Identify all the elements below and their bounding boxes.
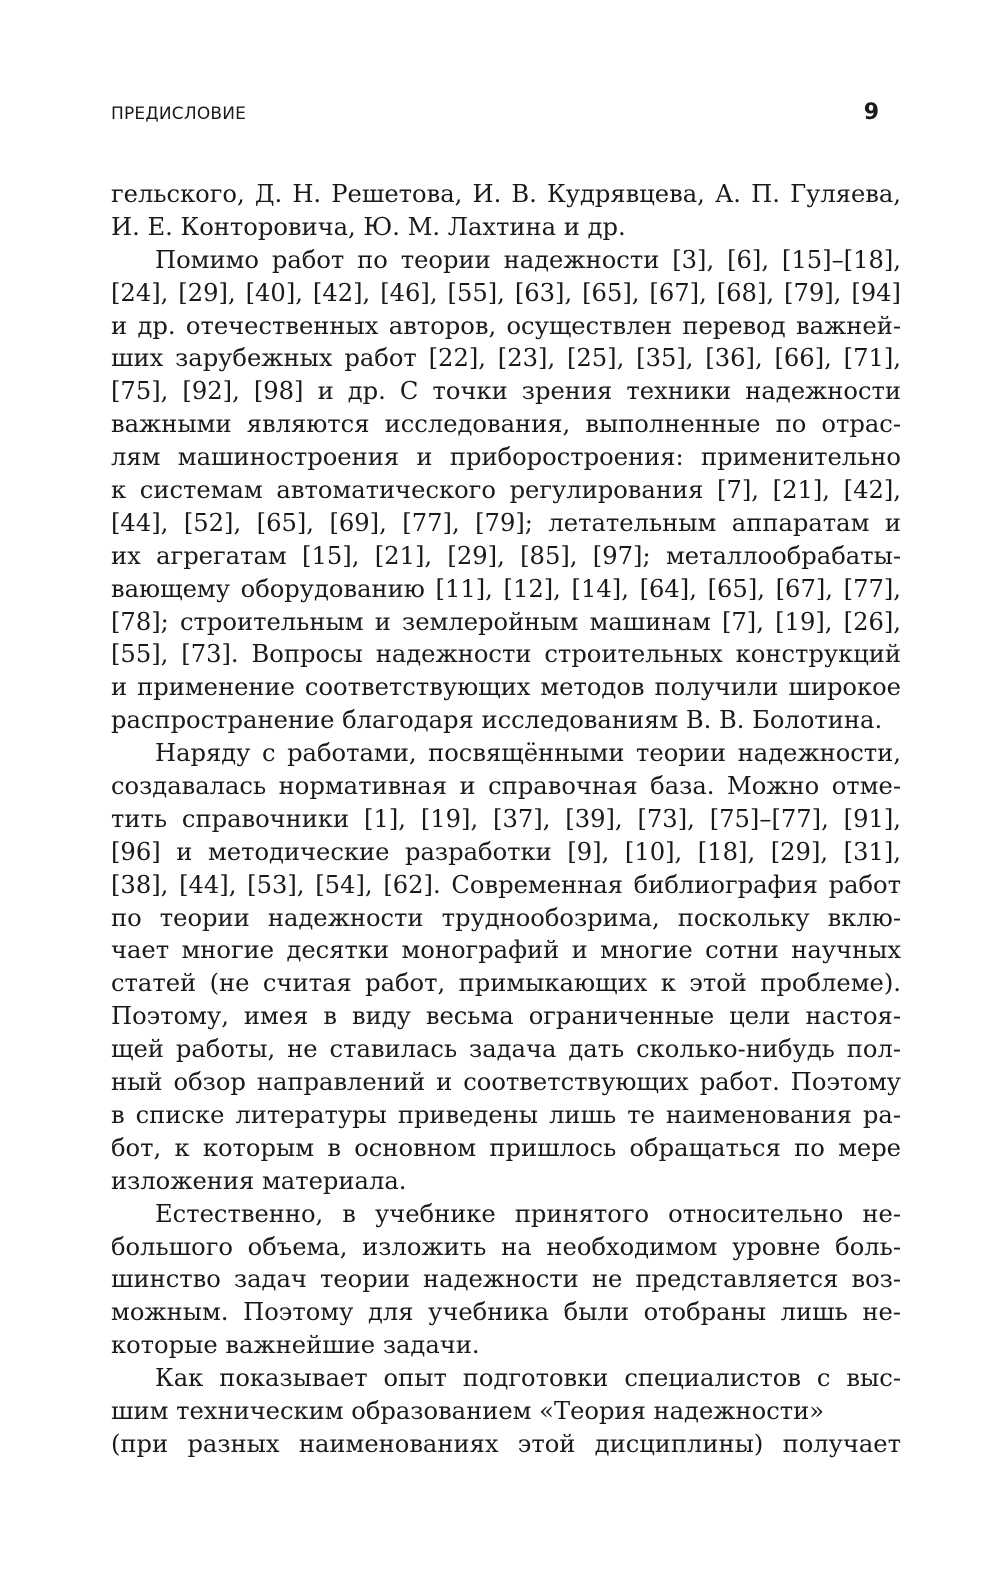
- text-line: [38], [44], [53], [54], [62]. Современная библиография работ: [111, 870, 901, 899]
- text-line: по теории надежности труднообозрима, поскольку вклю-: [111, 903, 901, 932]
- text-line: лям машиностроения и приборостроения: применительно: [111, 443, 901, 472]
- text-line: изложения материала.: [111, 1166, 407, 1195]
- text-line: их агрегатам [15], [21], [29], [85], [97]; металлообрабаты-: [111, 541, 901, 570]
- text-line: Поэтому, имея в виду весьма ограниченные цели настоя-: [111, 1002, 901, 1031]
- text-line: шинство задач теории надежности не представляется воз-: [111, 1265, 901, 1294]
- text-line: бот, к которым в основном пришлось обращаться по мере: [111, 1133, 901, 1162]
- text-line: И. Е. Конторовича, Ю. М. Лахтина и др.: [111, 212, 626, 241]
- text-line: (при разных наименованиях этой дисциплины) получает: [111, 1429, 901, 1458]
- text-line: распространение благодаря исследованиям В. В. Болотина.: [111, 706, 883, 735]
- text-line: чает многие десятки монографий и многие сотни научных: [111, 936, 901, 965]
- text-line: [24], [29], [40], [42], [46], [55], [63], [65], [67], [68], [79], [94]: [111, 278, 901, 307]
- section-title: ПРЕДИСЛОВИЕ: [111, 104, 247, 124]
- running-head: [111, 100, 879, 128]
- text-line: к системам автоматического регулирования [7], [21], [42],: [111, 476, 901, 505]
- text-line: [55], [73]. Вопросы надежности строительных конструкций: [111, 640, 901, 669]
- text-line: [44], [52], [65], [69], [77], [79]; летательным аппаратам и: [111, 508, 901, 537]
- text-line: [96] и методические разработки [9], [10], [18], [29], [31],: [111, 837, 901, 866]
- text-line: создавалась нормативная и справочная база. Можно отме-: [111, 772, 901, 801]
- text-line: ших зарубежных работ [22], [23], [25], [35], [36], [66], [71],: [111, 344, 901, 373]
- text-line: которые важнейшие задачи.: [111, 1331, 480, 1360]
- text-line: большого объема, изложить на необходимом уровне боль-: [111, 1232, 901, 1261]
- text-line: можным. Поэтому для учебника были отобраны лишь не-: [111, 1298, 901, 1327]
- text-line: [78]; строительным и землеройным машинам [7], [19], [26],: [111, 607, 901, 636]
- body-text: [111, 178, 901, 1461]
- page-number: 9: [863, 100, 879, 125]
- text-line: Помимо работ по теории надежности [3], [6], [15]–[18],: [155, 245, 901, 274]
- text-line: щей работы, не ставилась задача дать сколько-нибудь пол-: [111, 1035, 901, 1064]
- text-line: гельского, Д. Н. Решетова, И. В. Кудрявцева, А. П. Гуляева,: [111, 180, 901, 208]
- text-line: тить справочники [1], [19], [37], [39], [73], [75]–[77], [91],: [111, 804, 901, 833]
- text-line: шим техническим образованием «Теория надежности»: [111, 1396, 825, 1425]
- text-line: ный обзор направлений и соответствующих работ. Поэтому: [111, 1068, 901, 1097]
- text-line: статей (не считая работ, примыкающих к этой проблеме).: [111, 969, 901, 998]
- text-line: важными являются исследования, выполненные по отрас-: [111, 410, 901, 439]
- text-line: в списке литературы приведены лишь те наименования ра-: [111, 1100, 901, 1129]
- text-line: и применение соответствующих методов получили широкое: [111, 673, 901, 702]
- text-line: вающему оборудованию [11], [12], [14], [64], [65], [67], [77],: [111, 574, 901, 603]
- text-line: [75], [92], [98] и др. С точки зрения техники надежности: [111, 377, 901, 406]
- text-line: и др. отечественных авторов, осуществлен перевод важней-: [111, 311, 901, 340]
- text-line: Наряду с работами, посвящёнными теории надежности,: [155, 739, 901, 768]
- text-line: Естественно, в учебнике принятого относительно не-: [155, 1199, 901, 1228]
- text-line: Как показывает опыт подготовки специалистов с выс-: [155, 1364, 901, 1393]
